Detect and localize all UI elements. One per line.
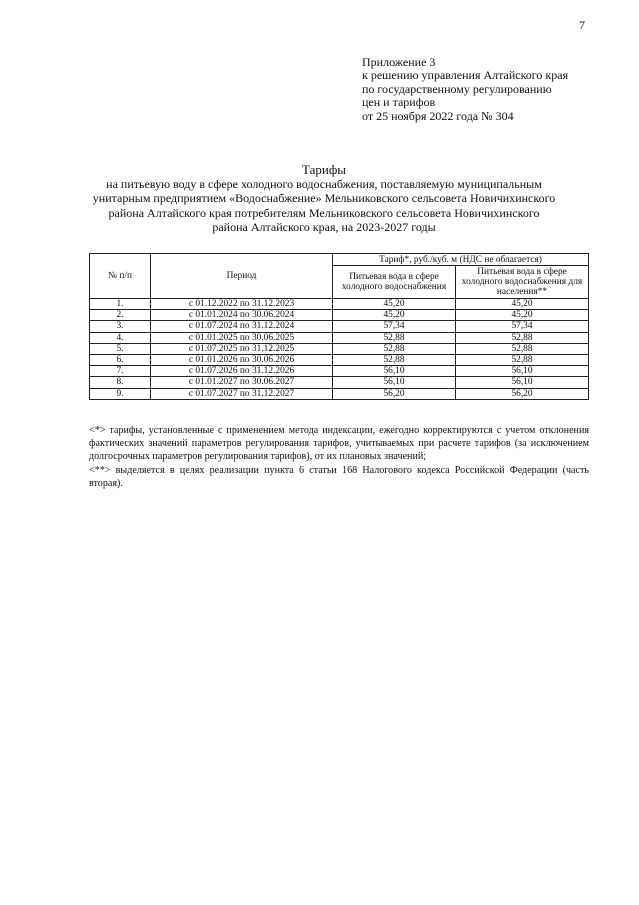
header-no: № п/п — [90, 254, 151, 299]
appendix-line: от 25 ноября 2022 года № 304 — [362, 108, 514, 123]
title-line: на питьевую воду в сфере холодного водоснабжения, поставляемую муниципальным — [106, 177, 542, 192]
cell-tariff: 45,20 — [333, 310, 456, 321]
table-row — [90, 388, 589, 399]
cell-no: 3. — [90, 321, 151, 332]
cell-tariff: 57,34 — [333, 321, 456, 332]
cell-no: 1. — [90, 299, 151, 310]
header-col-population: Питьевая вода в сфере холодного водоснабжения для населения** — [456, 266, 589, 299]
title-line: района Алтайского края потребителям Мельниковского сельсовета Новичихинского — [108, 205, 540, 220]
appendix-reference — [362, 56, 622, 123]
cell-tariff: 52,88 — [333, 354, 456, 365]
cell-tariff-population: 45,20 — [456, 299, 589, 310]
cell-period: с 01.01.2026 по 30.06.2026 — [151, 354, 333, 365]
cell-tariff-population: 56,10 — [456, 366, 589, 377]
cell-tariff: 52,88 — [333, 343, 456, 354]
appendix-line: к решению управления Алтайского края — [362, 68, 569, 83]
cell-no: 2. — [90, 310, 151, 321]
cell-tariff: 56,10 — [333, 366, 456, 377]
cell-period: с 01.12.2022 по 31.12.2023 — [151, 299, 333, 310]
cell-no: 9. — [90, 388, 151, 399]
cell-tariff-population: 52,88 — [456, 354, 589, 365]
table-row — [90, 366, 589, 377]
cell-tariff-population: 45,20 — [456, 310, 589, 321]
cell-tariff: 52,88 — [333, 332, 456, 343]
cell-period: с 01.07.2027 по 31.12.2027 — [151, 388, 333, 399]
header-tariff-group: Тариф*, руб./куб. м (НДС не облагается) — [333, 254, 589, 266]
cell-no: 4. — [90, 332, 151, 343]
cell-period: с 01.07.2024 по 31.12.2024 — [151, 321, 333, 332]
table-row — [90, 299, 589, 310]
header-col-drinking-water: Питьевая вода в сфере холодного водоснабжения — [333, 266, 456, 299]
document-title — [90, 163, 558, 234]
cell-tariff: 45,20 — [333, 299, 456, 310]
cell-tariff-population: 57,34 — [456, 321, 589, 332]
table-row — [90, 377, 589, 388]
cell-period: с 01.07.2025 по 31.12.2025 — [151, 343, 333, 354]
cell-tariff-population: 56,20 — [456, 388, 589, 399]
cell-tariff-population: 56,10 — [456, 377, 589, 388]
title-line: района Алтайского края, на 2023-2027 годы — [212, 219, 436, 234]
tariff-table — [89, 253, 589, 400]
cell-tariff: 56,20 — [333, 388, 456, 399]
table-row — [90, 354, 589, 365]
footnote-2: <**> выделяется в целях реализации пункта 6 статьи 168 Налогового кодекса Российской Федерации (часть вторая). — [89, 464, 589, 489]
cell-period: с 01.01.2025 по 30.06.2025 — [151, 332, 333, 343]
table-row — [90, 321, 589, 332]
cell-tariff-population: 52,88 — [456, 343, 589, 354]
cell-no: 5. — [90, 343, 151, 354]
table-row — [90, 310, 589, 321]
cell-period: с 01.01.2024 по 30.06.2024 — [151, 310, 333, 321]
cell-no: 8. — [90, 377, 151, 388]
footnotes — [89, 424, 589, 490]
table-row — [90, 343, 589, 354]
cell-period: с 01.01.2027 по 30.06.2027 — [151, 377, 333, 388]
cell-tariff: 56,10 — [333, 377, 456, 388]
cell-period: с 01.07.2026 по 31.12.2026 — [151, 366, 333, 377]
cell-no: 6. — [90, 354, 151, 365]
table-body — [90, 299, 589, 400]
header-period: Период — [151, 254, 333, 299]
title-line: унитарным предприятием «Водоснабжение» Мельниковского сельсовета Новичихинского — [92, 191, 556, 206]
page-number: 7 — [579, 18, 585, 32]
cell-no: 7. — [90, 366, 151, 377]
title-heading: Тарифы — [301, 162, 346, 177]
cell-tariff-population: 52,88 — [456, 332, 589, 343]
appendix-line: по государственному регулированию — [362, 81, 552, 96]
appendix-line: цен и тарифов — [362, 95, 436, 110]
footnote-1: <*> тарифы, установленные с применением метода индексации, ежегодно корректируются с учетом отклонения фактических значений параметров регулирования тарифов, учитываемых при расчете тарифов (за исключением долгосрочных параметров регулирования тарифов), от их плановых значений; — [89, 425, 589, 463]
table-row — [90, 332, 589, 343]
appendix-line: Приложение 3 — [362, 55, 436, 69]
